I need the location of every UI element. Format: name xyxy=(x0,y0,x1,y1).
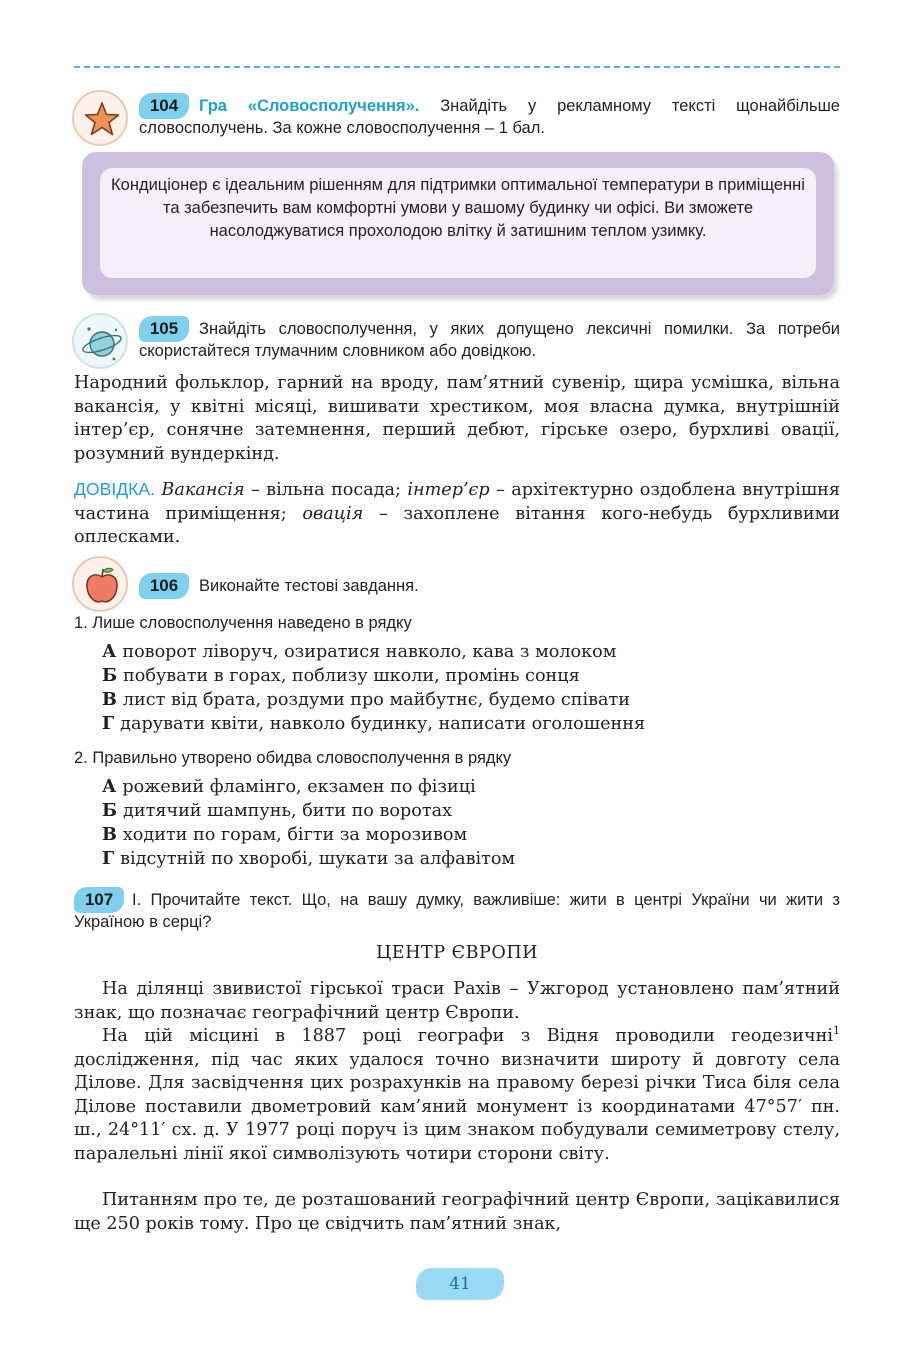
option-letter: Б xyxy=(102,800,118,821)
footnote-marker: 1 xyxy=(833,1024,840,1038)
dovidka-definition: – захоплене вітання кого-небудь бурхливими оплесками. xyxy=(74,503,840,547)
answer-option xyxy=(102,664,580,689)
task-106-instruction: Виконайте тестові завдання. xyxy=(199,577,419,595)
paragraph-text: дослідження, під час яких удалося точно визначити широту й довготу села Ділове. Для засвідчення цих розрахунків на правому березі річки Тиса біля села Ділове поставили двометровий кам’яний монумент із координатами 47°57′ пн. ш., 24°11′ сх. д. У 1977 році поруч із цим знаком побудували семиметрову стелу, паралельні лінії якої символізують чотири сторони світу. xyxy=(74,1049,840,1164)
option-text: поворот ліворуч, озиратися навколо, кава з молоком xyxy=(122,642,617,662)
task-104-instruction xyxy=(139,95,840,139)
planet-icon xyxy=(72,313,128,369)
dovidka-word: овація xyxy=(302,503,364,524)
option-letter: В xyxy=(102,689,117,710)
text-heading: ЦЕНТР ЄВРОПИ xyxy=(375,943,539,963)
paragraph-text: На цій місцині в 1887 році географи з Відня проводили геодезичні xyxy=(102,1026,833,1046)
option-letter: А xyxy=(102,641,117,662)
task-104-text: Знайдіть у рекламному тексті щонайбільше словосполучень. За кожне словосполучення – 1 бал. xyxy=(139,97,840,137)
question-2: 2. Правильно утворено обидва словосполучення в рядку xyxy=(74,749,512,767)
task-104-title: Гра «Словосполучення». xyxy=(199,97,420,115)
option-text: рожевий фламінго, екзамен по фізиці xyxy=(122,777,476,797)
dovidka-word: інтер’єр xyxy=(407,480,490,500)
answer-option xyxy=(102,775,476,800)
answer-option xyxy=(102,688,630,713)
question-1: 1. Лише словосполучення наведено в рядку xyxy=(74,614,412,632)
task-number-badge: 107 xyxy=(74,887,124,913)
task-number-badge: 106 xyxy=(139,573,189,599)
option-text: ходити по горам, бігти за морозивом xyxy=(122,825,468,845)
top-dashed-divider xyxy=(74,66,840,68)
dovidka-label: ДОВІДКА. xyxy=(74,479,156,499)
option-text: побувати в горах, поблизу школи, промінь сонця xyxy=(123,666,580,686)
ad-text: Кондиціонер є ідеальним рішенням для підтримки оптимальної температури в приміщенні та забезпечить вам комфортні умови у вашому будинку чи офісі. Ви зможете насолоджуватися прохолодою влітку й затишним теплом узимку. xyxy=(111,176,805,240)
dovidka-word: Вакансія xyxy=(161,480,245,500)
page-number: 41 xyxy=(416,1268,504,1300)
option-letter: Б xyxy=(102,665,118,686)
option-letter: В xyxy=(102,824,117,845)
answer-option xyxy=(102,712,645,737)
option-text: дарувати квіти, навколо будинку, написати оголошення xyxy=(120,714,646,734)
star-icon xyxy=(72,90,128,146)
answer-option xyxy=(102,847,515,872)
text-paragraph-1: На ділянці звивистої гірської траси Рахів – Ужгород установлено пам’ятний знак, що позначає географічний центр Європи. xyxy=(74,979,840,1023)
text-paragraph-3: Питанням про те, де розташований географічний центр Європи, зацікавилися ще 250 років тому. Про це свідчить пам’ятний знак, xyxy=(74,1190,840,1234)
dovidka-definition: – архітектурно оздоблена внутрішня частина приміщення; xyxy=(74,480,840,524)
option-letter: А xyxy=(102,776,117,797)
option-text: дитячий шампунь, бити по воротах xyxy=(123,801,452,821)
dovidka-definition: – вільна посада; xyxy=(244,480,408,500)
option-text: відсутній по хворобі, шукати за алфавітом xyxy=(120,849,516,869)
task-number-badge: 105 xyxy=(139,316,189,342)
option-text: лист від брата, роздуми про майбутнє, будемо співати xyxy=(122,690,630,710)
option-letter: Г xyxy=(102,848,115,869)
task-105-instruction: Знайдіть словосполучення, у яких допущено лексичні помилки. За потреби скористайтеся тлумачним словником або довідкою. xyxy=(139,320,840,360)
task-105-phrases: Народний фольклор, гарний на вроду, пам’ятний сувенір, щира усмішка, вільна вакансія, у квітні місяці, вишивати хрестиком, моя власна думка, внутрішній інтер’єр, сонячне затемнення, перший дебют, гірське озеро, бурхливі овації, розумний вундеркінд. xyxy=(74,373,840,464)
text-paragraph-2 xyxy=(74,1025,840,1166)
apple-icon xyxy=(72,556,128,612)
answer-option xyxy=(102,640,616,665)
task-107-instruction: І. Прочитайте текст. Що, на вашу думку, важливіше: жити в центрі України чи жити з Україною в серці? xyxy=(74,891,840,931)
option-letter: Г xyxy=(102,713,115,734)
answer-option xyxy=(102,799,452,824)
dovidka-note xyxy=(74,478,840,550)
answer-option xyxy=(102,823,467,848)
task-number-badge: 104 xyxy=(139,93,189,119)
